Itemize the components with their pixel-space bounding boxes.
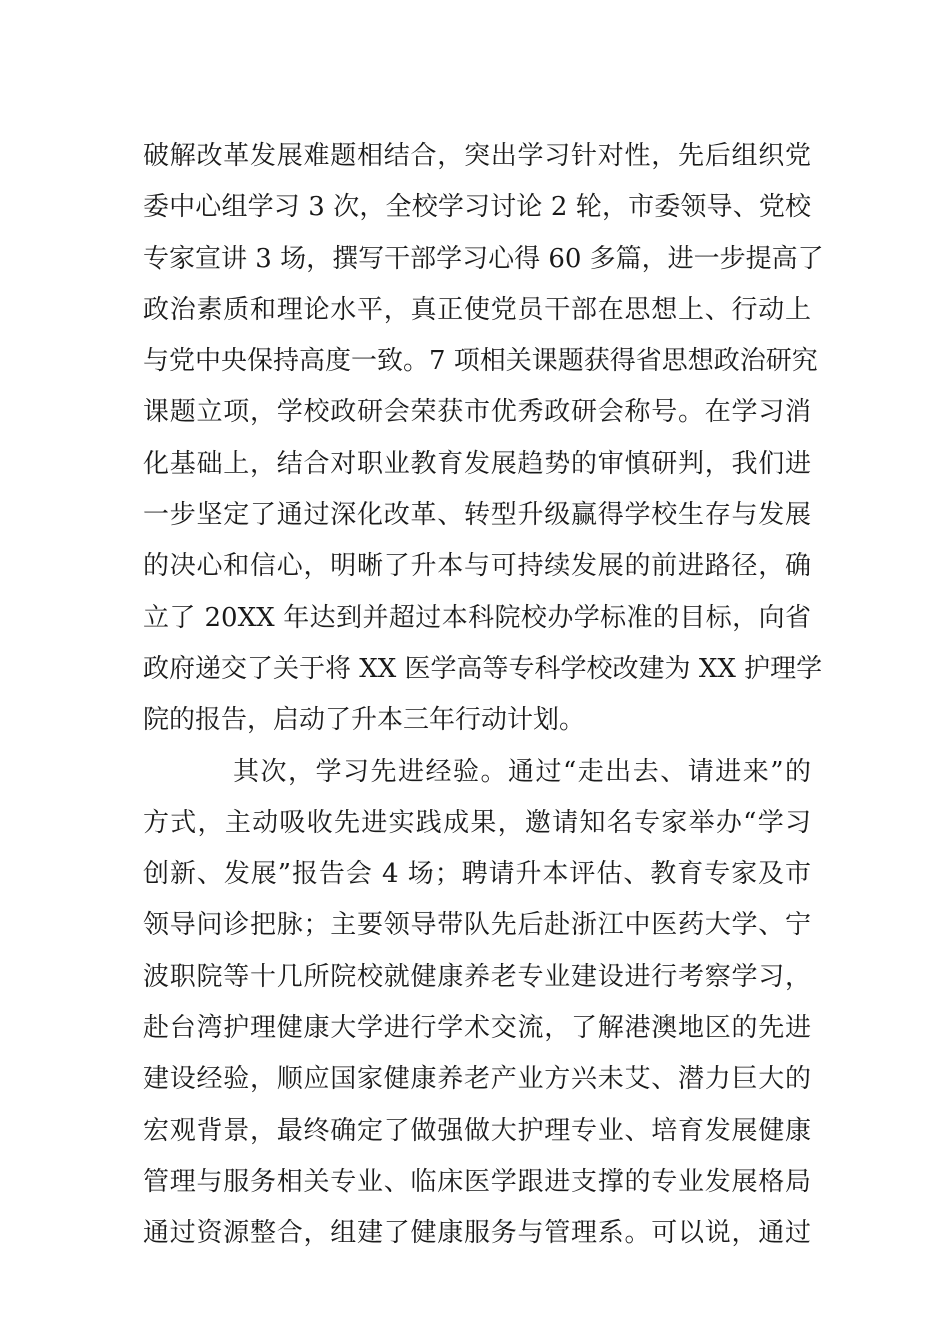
text-line: 立了 20XX 年达到并超过本科院校办学标准的目标，向省	[143, 602, 811, 633]
text-line: 课题立项，学校政研会荣获市优秀政研会称号。在学习消	[143, 397, 811, 428]
text-line: 宏观背景，最终确定了做强做大护理专业、培育发展健康	[143, 1115, 811, 1146]
text-line: 政府递交了关于将 XX 医学高等专科学校改建为 XX 护理学	[143, 653, 823, 684]
text-line: 方式，主动吸收先进实践成果，邀请知名专家举办“学习	[143, 807, 811, 838]
text-line: 破解改革发展难题相结合，突出学习针对性，先后组织党	[143, 141, 811, 171]
text-line: 领导问诊把脉；主要领导带队先后赴浙江中医药大学、宁	[143, 910, 811, 941]
text-line: 波职院等十几所院校就健康养老专业建设进行考察学习，	[143, 961, 811, 992]
text-line: 委中心组学习 3 次，全校学习讨论 2 轮，市委领导、党校	[143, 192, 811, 223]
text-line: 专家宣讲 3 场，撰写干部学习心得 60 多篇，进一步提高了	[143, 243, 824, 274]
document-body	[143, 131, 824, 1260]
text-line: 赴台湾护理健康大学进行学术交流，了解港澳地区的先进	[143, 1013, 811, 1044]
text-line: 通过资源整合，组建了健康服务与管理系。可以说，通过	[143, 1218, 811, 1249]
text-line: 院的报告，启动了升本三年行动计划。	[143, 705, 586, 736]
text-line: 化基础上，结合对职业教育发展趋势的审慎研判，我们进	[143, 448, 811, 479]
text-line: 其次，学习先进经验。通过“走出去、请进来”的	[233, 756, 811, 787]
text-line: 创新、发展”报告会 4 场；聘请升本评估、教育专家及市	[143, 859, 811, 890]
text-line: 政治素质和理论水平，真正使党员干部在思想上、行动上	[143, 294, 811, 325]
paragraph-2	[143, 747, 811, 1260]
text-line: 建设经验，顺应国家健康养老产业方兴未艾、潜力巨大的	[143, 1064, 811, 1095]
text-line: 的决心和信心，明晰了升本与可持续发展的前进路径，确	[143, 551, 811, 582]
text-line: 管理与服务相关专业、临床医学跟进支撑的专业发展格局	[143, 1166, 811, 1197]
text-line: 与党中央保持高度一致。7 项相关课题获得省思想政治研究	[143, 346, 818, 377]
text-line: 一步坚定了通过深化改革、转型升级赢得学校生存与发展	[143, 500, 811, 531]
paragraph-1	[143, 131, 824, 747]
